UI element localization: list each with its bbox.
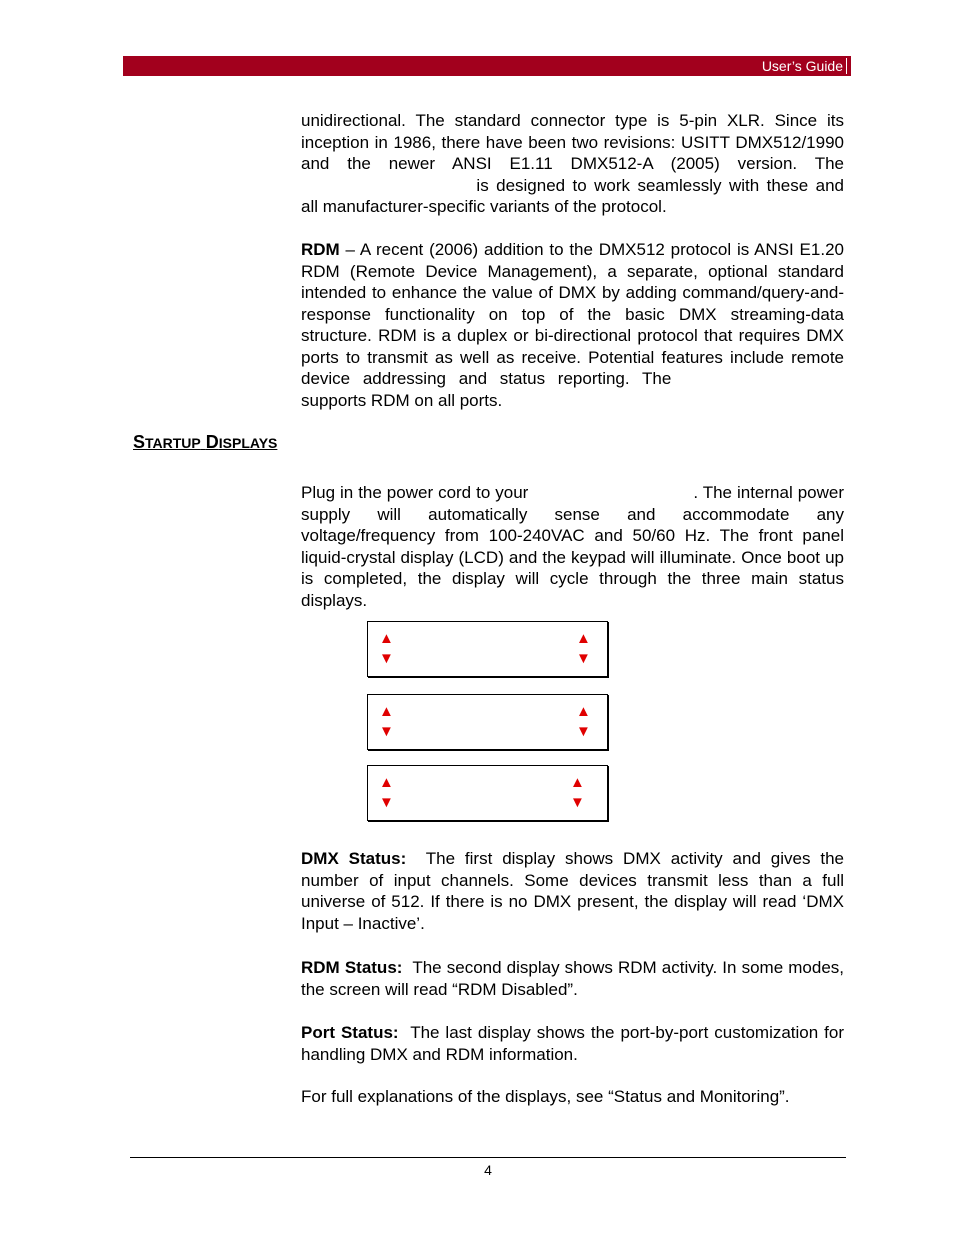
startup-text-after: . The internal power supply will automatically sense and accommodate any voltage/frequency from 100-240VAC and 50/60 Hz. The front panel liquid-crystal display (LCD) and the keypad will illuminate. Once boot up is completed, the display will cycle through the three main status displays. [301, 483, 845, 610]
rdm-text-after: supports RDM on all ports. [301, 390, 503, 410]
down-arrow-icon: ▼ [576, 723, 591, 740]
rdm-status-term: RDM Status: [301, 958, 403, 977]
rdm-status-paragraph [301, 957, 844, 1000]
header-bar [123, 56, 851, 76]
heading-word: TARTUP [145, 435, 201, 451]
intro-text-after: is designed to work seamlessly with these and all manufacturer-specific variants of the protocol. [301, 175, 844, 216]
lcd-panel-dmx [367, 621, 608, 677]
down-arrow-icon: ▼ [576, 650, 591, 667]
down-arrow-icon: ▼ [379, 723, 394, 740]
lcd-panel-port [367, 765, 608, 821]
down-arrow-icon: ▼ [570, 794, 585, 811]
closing-text: For full explanations of the displays, see “Status and Monitoring”. [301, 1087, 790, 1106]
down-arrow-icon: ▼ [379, 794, 394, 811]
dmx-status-term: DMX Status: [301, 849, 407, 868]
up-arrow-icon: ▲ [570, 774, 585, 791]
header-title: User’s Guide [761, 58, 843, 74]
up-arrow-icon: ▲ [576, 703, 591, 720]
intro-paragraph [301, 110, 844, 218]
lcd-panel-rdm [367, 694, 608, 750]
up-arrow-icon: ▲ [379, 630, 394, 647]
rdm-text: – A recent (2006) addition to the DMX512 protocol is ANSI E1.20 RDM (Remote Device Management), a separate, optional standard intended to enhance the value of DMX by adding command/query-and-response functionality on top of the basic DMX streaming-data structure. RDM is a duplex or bi-directional protocol that requires DMX ports to transmit as well as receive. Potential features include remote device addressing and status reporting. The [301, 240, 844, 388]
down-arrow-icon: ▼ [379, 650, 394, 667]
rdm-status-text: The second display shows RDM activity. In some modes, the screen will read “RDM Disabled”. [301, 958, 844, 999]
startup-paragraph [301, 482, 844, 611]
rdm-paragraph [301, 239, 844, 411]
rdm-term: RDM [301, 240, 340, 259]
up-arrow-icon: ▲ [576, 630, 591, 647]
page-number: 4 [484, 1162, 492, 1178]
startup-text: Plug in the power cord to your [301, 483, 529, 502]
up-arrow-icon: ▲ [379, 703, 394, 720]
port-status-paragraph [301, 1022, 844, 1065]
dmx-status-text: The first display shows DMX activity and gives the number of input channels. Some devices transmit less than a full universe of 512. If there is no DMX present, the display will read ‘DMX Input – Inactive’. [301, 849, 845, 933]
header-tick [846, 58, 847, 74]
heading-letter: S [133, 432, 146, 452]
section-heading [133, 432, 277, 453]
up-arrow-icon: ▲ [379, 774, 394, 791]
closing-paragraph [301, 1086, 844, 1108]
dmx-status-paragraph [301, 848, 844, 934]
port-status-text: The last display shows the port-by-port customization for handling DMX and RDM information. [301, 1023, 844, 1064]
intro-text: unidirectional. The standard connector type is 5-pin XLR. Since its inception in 1986, there have been two revisions: USITT DMX512/1990 and the newer ANSI E1.11 DMX512-A (2005) version. The [301, 111, 844, 173]
footer-rule [130, 1157, 846, 1158]
heading-word: ISPLAYS [218, 435, 278, 451]
heading-letter: D [205, 432, 219, 452]
port-status-term: Port Status: [301, 1023, 399, 1042]
